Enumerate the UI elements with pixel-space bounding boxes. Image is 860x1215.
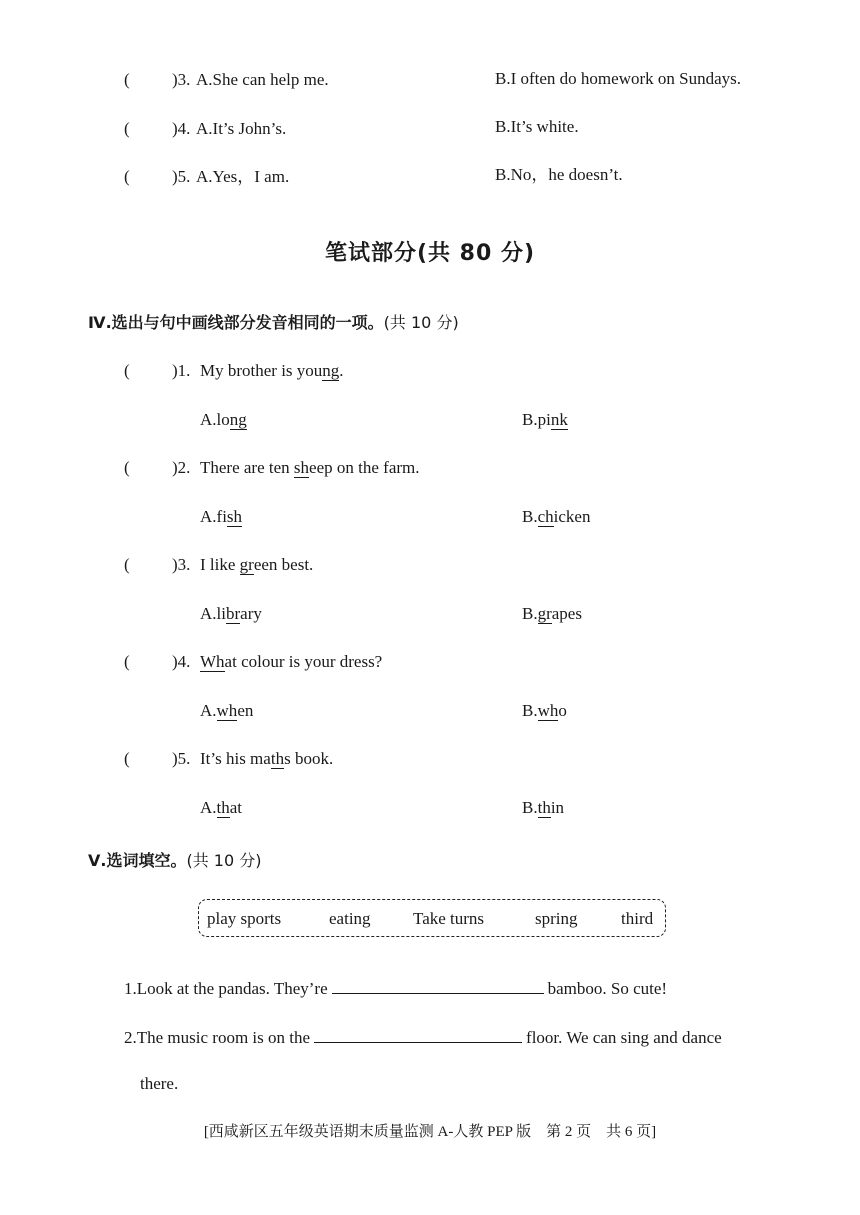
section-5-heading — [88, 848, 262, 871]
question-text: 2.The music room is on the — [124, 1028, 311, 1047]
fill-question-2-continued: there. — [140, 1074, 179, 1093]
option-text: B. — [522, 798, 538, 817]
question-sentence — [200, 360, 344, 382]
written-section-title: 笔试部分(共 80 分) — [324, 241, 536, 266]
word-option: Take turns — [413, 909, 485, 928]
answer-paren[interactable]: ( — [124, 361, 130, 380]
section-5-instruction: Ⅴ.选词填空。 — [88, 851, 187, 870]
underlined-letters: ng — [322, 361, 340, 380]
sentence-text: My brother is you — [200, 361, 323, 380]
question-text: bamboo. So cute! — [547, 979, 668, 998]
option-a — [200, 506, 242, 528]
option-a — [200, 409, 247, 431]
question-sentence — [200, 554, 313, 576]
option-text: A. — [200, 798, 217, 817]
option-text: A.li — [200, 604, 226, 623]
answer-blank[interactable] — [332, 977, 544, 994]
option-b: B.No，he doesn’t. — [495, 165, 623, 184]
question-text: floor. We can sing and dance — [526, 1028, 722, 1047]
question-sentence — [200, 651, 382, 673]
option-b: B.It’s white. — [495, 117, 579, 136]
underlined-letters: th — [216, 798, 230, 817]
sentence-text: There are ten — [200, 458, 294, 477]
page-footer: [西咸新区五年级英语期末质量监测 A-人教 PEP 版 第 2 页 共 6 页] — [203, 1124, 657, 1140]
question-number: )3. — [172, 70, 191, 89]
sentence-text: I like — [200, 555, 240, 574]
underlined-letters: ng — [229, 410, 247, 429]
question-number: )2. — [172, 458, 191, 477]
section-4-heading — [88, 310, 459, 333]
underlined-letters: th — [270, 749, 285, 768]
answer-paren[interactable]: ( — [124, 167, 130, 186]
option-b — [522, 603, 582, 625]
option-b — [522, 700, 567, 722]
option-a — [200, 700, 253, 722]
option-text: at — [229, 798, 243, 817]
option-text: apes — [551, 604, 582, 623]
option-text: B. — [522, 701, 538, 720]
option-text: ary — [240, 604, 262, 623]
section-4-score: (共 10 分) — [383, 313, 459, 332]
question-sentence — [200, 748, 333, 770]
option-text: A. — [200, 701, 217, 720]
question-number: )1. — [172, 361, 191, 380]
word-bank — [198, 899, 666, 937]
option-text: en — [237, 701, 254, 720]
sentence-text: s book. — [284, 749, 334, 768]
question-number: )5. — [172, 167, 191, 186]
option-b: B.I often do homework on Sundays. — [495, 69, 742, 88]
fill-question-1 — [124, 977, 667, 1000]
underlined-letters: Wh — [200, 652, 225, 671]
option-text: A.fi — [200, 507, 227, 526]
option-text: in — [550, 798, 565, 817]
answer-paren[interactable]: ( — [124, 555, 130, 574]
answer-paren[interactable]: ( — [124, 652, 130, 671]
sentence-text: een best. — [253, 555, 314, 574]
underlined-letters: wh — [537, 701, 559, 720]
word-option: play sports — [207, 909, 282, 928]
fill-question-2 — [124, 1026, 722, 1049]
sentence-text: at colour is your dress? — [224, 652, 383, 671]
word-option: third — [621, 909, 654, 928]
option-a — [200, 797, 242, 819]
word-option: eating — [329, 909, 371, 928]
question-text: 1.Look at the pandas. They’re — [124, 979, 328, 998]
question-number: )4. — [172, 119, 191, 138]
option-text: o — [558, 701, 567, 720]
question-number: )3. — [172, 555, 191, 574]
question-number: )4. — [172, 652, 191, 671]
option-a: A.It’s John’s. — [196, 119, 287, 138]
underlined-letters: nk — [550, 410, 568, 429]
sentence-text: eep on the farm. — [309, 458, 420, 477]
option-a: A.Yes，I am. — [196, 167, 290, 186]
sentence-text: It’s his ma — [200, 749, 271, 768]
underlined-letters: ch — [537, 507, 554, 526]
underlined-letters: sh — [226, 507, 243, 526]
option-text: icken — [553, 507, 591, 526]
answer-paren[interactable]: ( — [124, 749, 130, 768]
underlined-letters: wh — [216, 701, 238, 720]
sentence-text: . — [339, 361, 344, 380]
question-number: )5. — [172, 749, 191, 768]
underlined-letters: gr — [537, 604, 552, 623]
word-option: spring — [535, 909, 578, 928]
option-b — [522, 409, 568, 431]
answer-blank[interactable] — [314, 1026, 522, 1043]
underlined-letters: gr — [239, 555, 254, 574]
answer-paren[interactable]: ( — [124, 119, 130, 138]
underlined-letters: sh — [293, 458, 310, 477]
answer-paren[interactable]: ( — [124, 70, 130, 89]
underlined-letters: th — [537, 798, 551, 817]
option-a — [200, 603, 262, 625]
underlined-letters: br — [225, 604, 241, 623]
section-4-instruction: Ⅳ.选出与句中画线部分发音相同的一项。 — [88, 313, 384, 332]
section-5-score: (共 10 分) — [186, 851, 262, 870]
option-b — [522, 797, 564, 819]
option-b — [522, 506, 590, 528]
answer-paren[interactable]: ( — [124, 458, 130, 477]
question-sentence — [200, 457, 420, 479]
option-a: A.She can help me. — [196, 70, 329, 89]
option-text: B. — [522, 507, 538, 526]
option-text: B. — [522, 604, 538, 623]
option-text: A.lo — [200, 410, 230, 429]
option-text: B.pi — [522, 410, 551, 429]
